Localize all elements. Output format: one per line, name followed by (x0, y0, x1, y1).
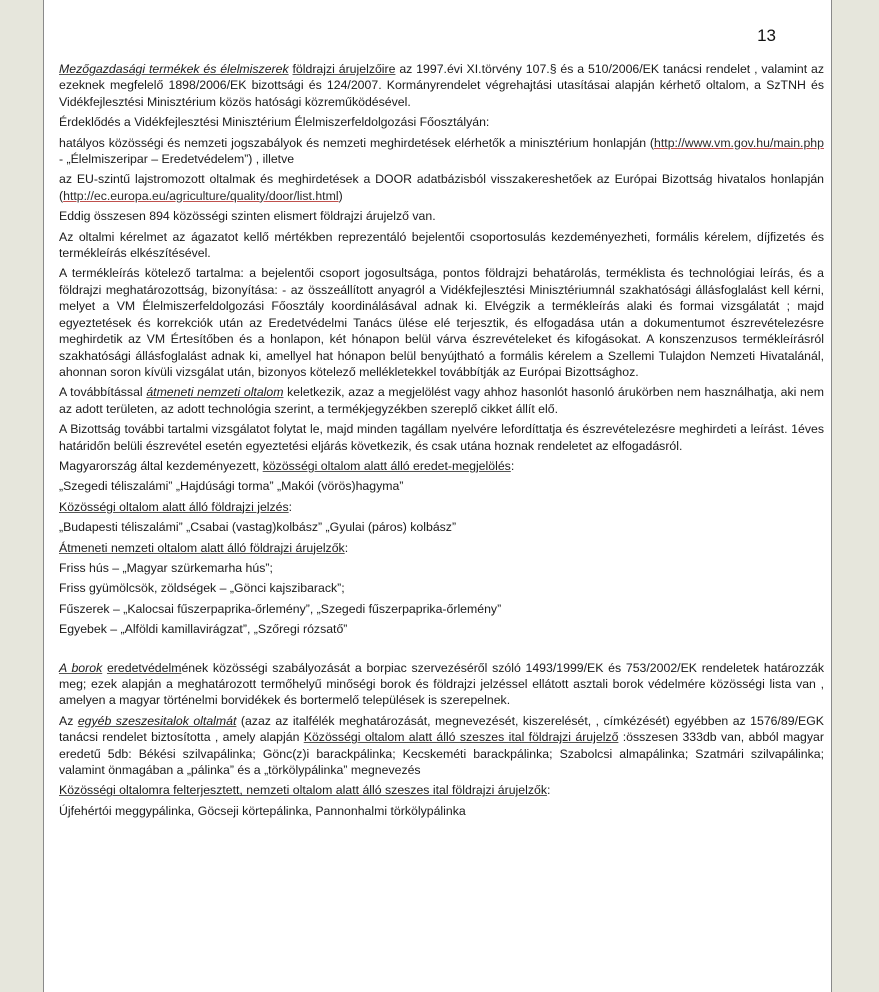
paragraph-ministry-website: hatályos közösségi és nemzeti jogszabályok és nemzeti meghirdetések elérhetők a minisztérium honlapján (http://www.vm.gov.hu/main.php - „Élelmiszeripar – Eredetvédelem”) , illetve (59, 135, 824, 167)
list-item-other: Egyebek – „Alföldi kamillavirágzat”, „Szőregi rózsatő” (59, 622, 348, 637)
list-spirits-proposed: Újfehértói meggypálinka, Göcseji körtepálinka, Pannonhalmi törkölypálinka (59, 803, 466, 818)
door-link[interactable]: http://ec.europa.eu/agriculture/quality/door/list.html (63, 188, 339, 203)
list-item-spices: Fűszerek – „Kalocsai fűszerpaprika-őrlemény”, „Szegedi fűszerpaprika-őrlemény” (59, 601, 502, 616)
paragraph-transitional-protection: A továbbítással átmeneti nemzeti oltalom keletkezik, azaz a megjelölést vagy ahhoz hasonlót hasonló árukörben nem használhatja, aki nem az adott területen, az adott technológia szerint, a termékjegyzékben szereplő cikket állít elő. (59, 385, 824, 416)
ministry-link[interactable]: http://www.vm.gov.hu/main.php (654, 135, 824, 150)
document-page (43, 0, 832, 992)
heading-pdo: Magyarország által kezdeményezett, közösségi oltalom alatt álló eredet-megjelölés: (59, 458, 515, 473)
document-body (59, 61, 824, 823)
heading-transitional: Átmeneti nemzeti oltalom alatt álló földrajzi árujelzők: (59, 540, 349, 555)
list-item-meat: Friss hús – „Magyar szürkemarha hús”; (59, 560, 273, 575)
list-pdo: „Szegedi téliszalámi” „Hajdúsági torma” „Makói (vörös)hagyma” (59, 479, 404, 494)
page-number: 13 (757, 26, 776, 45)
heading-pgi: Közösségi oltalom alatt álló földrajzi jelzés: (59, 499, 293, 514)
list-pgi: „Budapesti téliszalámi” „Csabai (vastag)kolbász” „Gyulai (páros) kolbász” (59, 520, 457, 535)
heading-spirits-proposed: Közösségi oltalomra felterjesztett, nemzeti oltalom alatt álló szeszes ital földrajzi árujelzők: (59, 783, 551, 798)
paragraph-geographical-indications: Mezőgazdasági termékek és élelmiszerek földrajzi árujelzőire az 1997.évi XI.törvény 107.§ és a 510/2006/EK tanácsi rendelet , valamint az ezeknek megfelelő 1898/2006/EK bizottsági és 124/2007. Kormányrendelet végrehajtási utasításai alapján kérhető oltalom, a SzTNH és Vidékfejlesztési Minisztérium közös hatósági közreműködésével. (59, 62, 824, 109)
paragraph-application: Az oltalmi kérelmet az ágazatot kellő mértékben reprezentáló bejelentői csoportosulás kezdeményezheti, formális kérelem, díjfizetés és termékleírás elkészítésével. (59, 229, 824, 261)
paragraph-wines: A borok eredetvédelmének közösségi szabályozását a borpiac szervezéséről szóló 1493/1999/EK és 753/2002/EK rendeletek határozzák meg; ezek alapján a meghatározott termőhelyű minőségi borok és földrajzi jelzéssel ellátott asztali borok védelmére közösségi lista van , amelyen a magyar történelmi borvidékek és bortermelő települések is szerepelnek. (59, 660, 824, 708)
paragraph-door-database: az EU-szintű lajstromozott oltalmak és meghirdetések a DOOR adatbázisból visszakereshetőek az Európai Bizottság hivatalos honlapján (http://ec.europa.eu/agriculture/quality/door/list.html) (59, 172, 824, 203)
paragraph-total-count: Eddig összesen 894 közösségi szinten elismert földrajzi árujelző van. (59, 209, 436, 224)
list-item-fruits: Friss gyümölcsök, zöldségek – „Gönci kajszibarack”; (59, 581, 345, 596)
paragraph-specification: A termékleírás kötelező tartalma: a bejelentői csoport jogosultsága, pontos földrajzi behatárolás, terméklista és technológiai leírás, és a földrajzi meghatározottság, bizonyítása: - az összeállított anyagról a Vidékfejlesztési Minisztériumnál szakhatósági állásfoglalást kell kérni, melyet a VM Élelmiszerfeldolgozási Főosztály koordinálásával adnak ki. Elvégzik a termékleírás alaki és formai vizsgálatát ; majd egyeztetések és korrekciók után az Eredetvédelmi Tanács ülése elé terjesztik, és elfogadása után a dokumentumot észrevételezésre meghirdetik az VM Értesítőben és a honlapon, két hónapon belül várva észrevételeket és kifogásokat. A konszenzusos termékleírásról szakhatósági állásfoglalást adnak ki, amellyel hat hónapon belül benyújtható a formális kérelem a Szellemi Tulajdon Nemzeti Hivatalánál, ahonnan soron kívüli vizsgálat után, bizonyos kötelező mellékletekkel továbbítják az Európai Bizottsághoz. (59, 266, 824, 379)
paragraph-inquiry: Érdeklődés a Vidékfejlesztési Minisztérium Élelmiszerfeldolgozási Főosztályán: (59, 115, 490, 130)
spacer (59, 642, 824, 660)
paragraph-commission-review: A Bizottság további tartalmi vizsgálatot folytat le, majd minden tagállam nyelvére lefordíttatja és észrevételezésre meghirdeti a leírást. 1éves határidőn belüli észrevétel esetén egyeztetési eljárás következik, és csak utána hoznak rendeletet az elfogadásról. (59, 422, 824, 453)
paragraph-spirits: Az egyéb szeszesitalok oltalmát (azaz az italfélék meghatározását, megnevezését, kiszerelését, , címkézését) egyébben az 1576/89/EGK tanácsi rendelet biztosította , amely alapján Közösségi oltalom alatt álló szeszes ital földrajzi árujelző :összesen 333db van, abból magyar eredetű 5db: Békési szilvapálinka; Gönc(z)i barackpálinka; Kecskeméti barackpálinka; Szabolcsi almapálinka; Szatmári szilvapálinka; valamint önmagában a „pálinka” és a „törkölypálinka” megnevezés (59, 713, 824, 778)
